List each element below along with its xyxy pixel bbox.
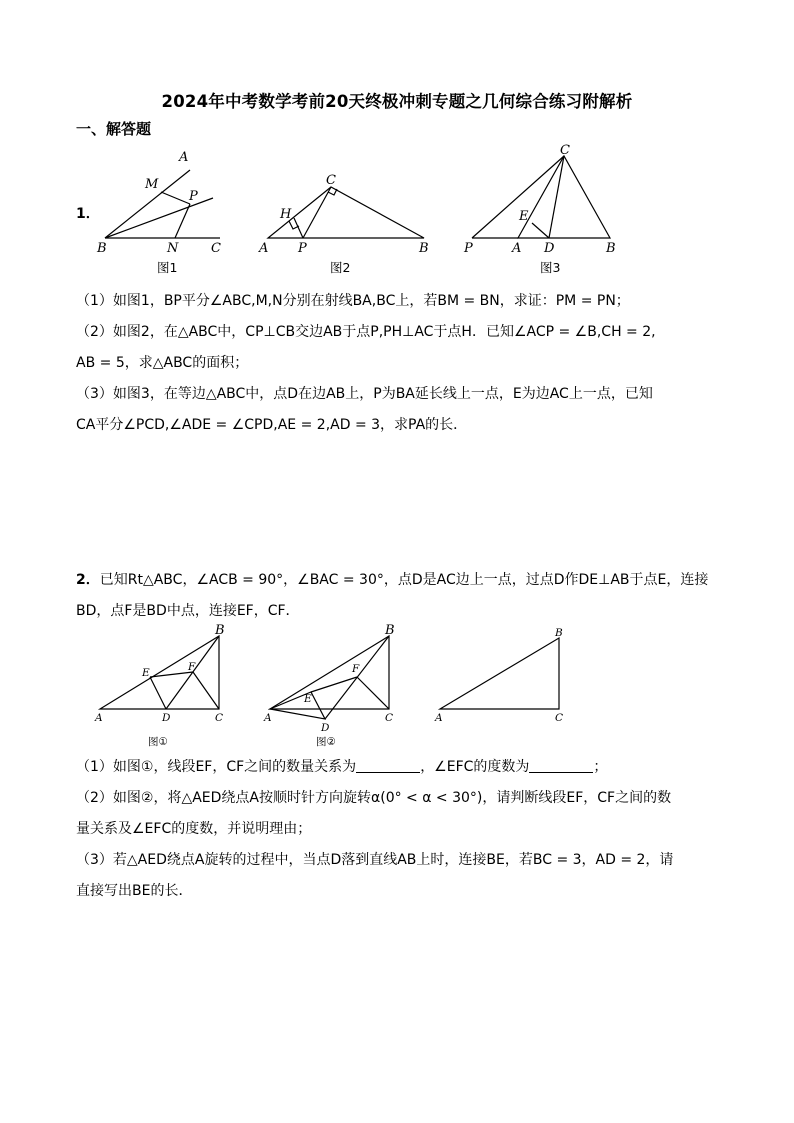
q2-part2-line2: 量关系及∠EFC的度数，并说明理由； <box>76 821 312 837</box>
label-a: A <box>259 241 269 256</box>
q2-figure-1 <box>90 624 240 752</box>
segment-pc <box>472 156 564 238</box>
label-a: A <box>95 712 103 724</box>
label-d: D <box>162 712 171 724</box>
label-n: N <box>167 241 179 256</box>
q2-figure-2 <box>262 624 412 752</box>
segment-fc <box>357 677 389 709</box>
triangle-abc <box>518 156 610 238</box>
q2-part1-text-a: （1）如图①，线段EF，CF之间的数量关系为 <box>76 759 357 775</box>
label-c: C <box>560 143 570 158</box>
answer-blank-1[interactable] <box>356 758 420 773</box>
label-c: C <box>211 241 221 256</box>
label-c: C <box>385 712 394 724</box>
q2-stem-text: 已知Rt△ABC，∠ACB = 90°，∠BAC = 30°，点D是AC边上一点，过点D作DE⊥AB于点E，连接 <box>99 572 709 588</box>
section-heading: 一、解答题 <box>76 120 152 138</box>
label-p: P <box>298 241 307 256</box>
label-b: B <box>385 623 395 638</box>
q1-figure-3 <box>460 140 630 278</box>
segment-cp <box>303 187 331 238</box>
label-b: B <box>97 241 107 256</box>
label-h: H <box>280 207 292 222</box>
figure-caption: 图② <box>316 736 336 748</box>
q1-part3-line2: CA平分∠PCD,∠ADE = ∠CPD,AE = 2,AD = 3，求PA的长． <box>76 417 468 433</box>
figure-caption: 图3 <box>540 260 561 275</box>
triangle-abc <box>270 636 389 709</box>
label-f: F <box>188 661 196 673</box>
figure-caption: 图2 <box>330 260 351 275</box>
label-e: E <box>142 667 150 679</box>
q2-part1 <box>76 752 716 783</box>
q2-figure-3 <box>432 624 582 734</box>
figure-caption: 图1 <box>157 260 178 275</box>
q1-part2-line2: AB = 5，求△ABC的面积； <box>76 355 249 371</box>
q2-part1-text-c: ； <box>593 759 608 775</box>
q1-figure-2 <box>256 172 436 278</box>
triangle-abc <box>100 636 219 709</box>
q2-part2-line1: （2）如图②，将△AED绕点A按顺时针方向旋转α(0° < α < 30°)，请判断线段EF，CF之间的数 <box>76 790 672 806</box>
triangle-aed <box>270 692 325 719</box>
label-m: M <box>145 177 159 192</box>
label-b: B <box>606 241 616 256</box>
question-1-number: 1． <box>76 206 100 222</box>
q2-part1-text-b: ，∠EFC的度数为 <box>420 759 530 775</box>
label-a: A <box>264 712 272 724</box>
label-c: C <box>326 173 336 188</box>
answer-blank-2[interactable] <box>529 758 593 773</box>
label-e: E <box>519 209 529 224</box>
segment-mp <box>161 192 190 204</box>
q2-stem-line1 <box>76 565 716 596</box>
label-a: A <box>512 241 522 256</box>
ray-bp <box>105 198 213 238</box>
q2-part3-line2: 直接写出BE的长． <box>76 883 193 899</box>
segment-fc <box>193 672 219 709</box>
label-a: A <box>435 712 443 724</box>
label-d: D <box>321 722 330 734</box>
q2-part3-line1: （3）若△AED绕点A旋转的过程中，当点D落到直线AB上时，连接BE，若BC = 3，AD = 2，请 <box>76 852 674 868</box>
label-b: B <box>419 241 429 256</box>
label-p: P <box>464 241 473 256</box>
triangle-abc <box>440 638 559 709</box>
q2-stem-line2: BD，点F是BD中点，连接EF，CF． <box>76 603 300 619</box>
label-c: C <box>555 712 564 724</box>
question-2-number: 2． <box>76 572 100 588</box>
q1-figure-1 <box>95 148 235 278</box>
label-b: B <box>215 623 225 638</box>
label-e: E <box>304 693 312 705</box>
page-title: 2024年中考数学考前20天终极冲刺专题之几何综合练习附解析 <box>161 92 633 111</box>
q1-part1: （1）如图1，BP平分∠ABC,M,N分别在射线BA,BC上，若BM = BN，求证：PM = PN； <box>76 293 630 309</box>
q1-part2-line1: （2）如图2，在△ABC中，CP⊥CB交边AB于点P,PH⊥AC于点H．已知∠ACP = ∠B,CH = 2, <box>76 324 656 340</box>
label-f: F <box>352 663 360 675</box>
triangle-abc <box>268 187 424 238</box>
segment-de <box>532 223 549 238</box>
segment-de <box>150 677 166 709</box>
label-c: C <box>215 712 224 724</box>
figure-caption: 图① <box>148 736 168 748</box>
label-d: D <box>544 241 555 256</box>
label-b: B <box>555 627 563 639</box>
label-a: A <box>179 150 189 165</box>
q1-part3-line1: （3）如图3，在等边△ABC中，点D在边AB上，P为BA延长线上一点，E为边AC上一点，已知 <box>76 386 653 402</box>
label-p: P <box>189 189 198 204</box>
